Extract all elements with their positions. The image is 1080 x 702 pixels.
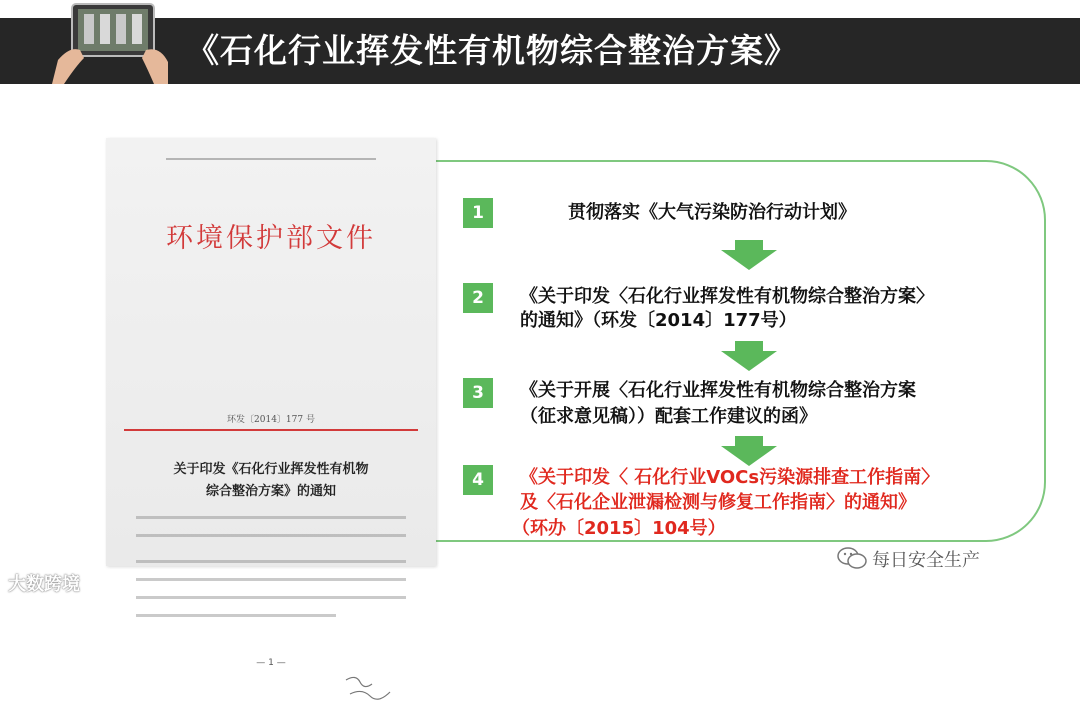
tablet-hands-icon (50, 0, 170, 90)
step-1-text: 贯彻落实《大气污染防治行动计划》 (568, 202, 856, 223)
step-badge-1: 1 (463, 198, 493, 228)
red-divider (124, 429, 418, 431)
step-badge-2: 2 (463, 283, 493, 313)
down-arrow-icon (721, 436, 777, 466)
body-text-line (136, 614, 336, 617)
handwritten-mark-icon (342, 672, 402, 702)
wechat-icon (836, 546, 868, 570)
step-4-line3: （环办〔2015〕104号） (512, 518, 726, 539)
faint-line (166, 158, 376, 160)
down-arrow-icon (721, 341, 777, 371)
step-2-line2: 的通知》（环发〔2014〕177号） (520, 310, 797, 331)
body-text-line (136, 516, 406, 519)
step-3-line2: （征求意见稿））配套工作建议的函》 (520, 406, 817, 427)
body-text-line (136, 596, 406, 599)
step-4-line2: 及〈石化企业泄漏检测与修复工作指南〉的通知》 (520, 492, 916, 513)
watermark-right: 每日安全生产 (872, 550, 980, 571)
body-text-line (136, 534, 406, 537)
step-badge-3: 3 (463, 378, 493, 408)
step-badge-4: 4 (463, 465, 493, 495)
down-arrow-icon (721, 240, 777, 270)
page-title: 《石化行业挥发性有机物综合整治方案》 (186, 31, 798, 70)
step-4-line1: 《关于印发〈 石化行业VOCs污染源排查工作指南〉 (520, 467, 940, 488)
doc-title-line1: 关于印发《石化行业挥发性有机物 (173, 462, 369, 477)
document-scan (106, 138, 436, 668)
page-mark: — 1 — (256, 658, 286, 668)
step-2-line1: 《关于印发〈石化行业挥发性有机物综合整治方案〉 (520, 286, 934, 307)
watermark-left: 大数跨境 (8, 574, 80, 595)
body-text-line (136, 578, 406, 581)
step-3-line1: 《关于开展〈石化行业挥发性有机物综合整治方案 (520, 380, 916, 401)
agency-header: 环境保护部文件 (166, 223, 376, 254)
doc-title-line2: 综合整治方案》的通知 (205, 484, 336, 499)
doc-number: 环发〔2014〕177 号 (227, 415, 315, 425)
body-text-line (136, 560, 406, 563)
